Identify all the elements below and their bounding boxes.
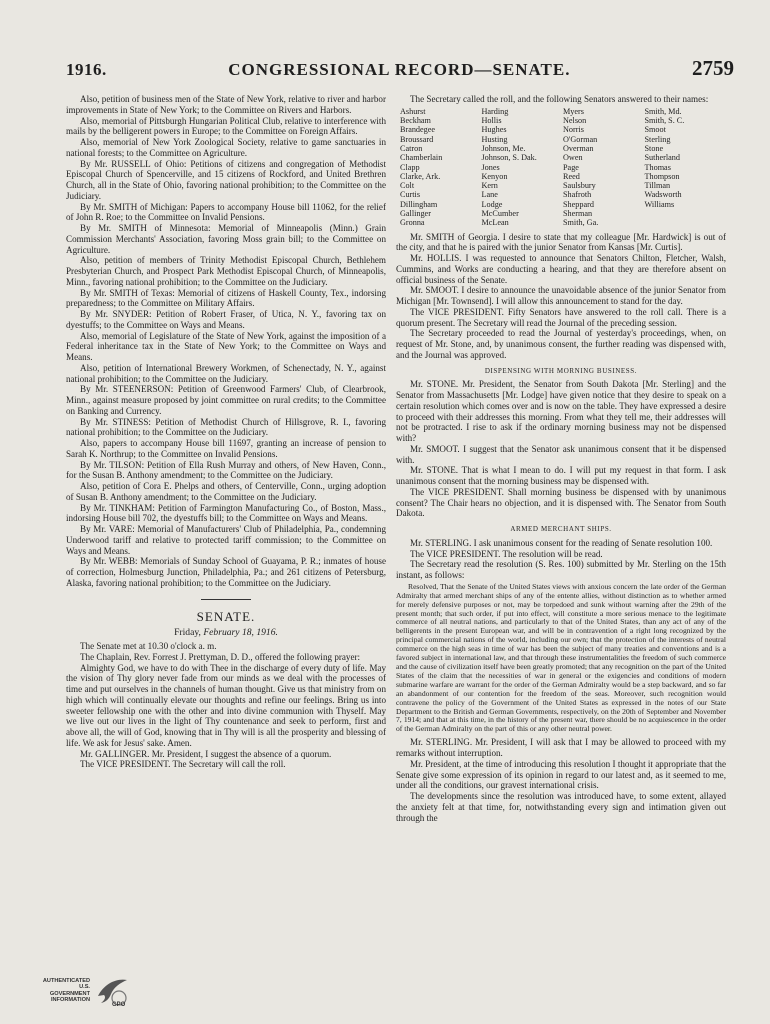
senator-name: Kern [481,181,498,191]
senator-name: Thomas [644,162,671,172]
paragraph: By Mr. SMITH of Michigan: Papers to accompany House bill 11062, for the relief of John R. Roe; to the Committee on Invalid Pensions. [66,201,386,223]
paragraph: By Mr. VARE: Memorial of Manufacturers' Club of Philadelphia, Pa., condemning Underwood tariff and relative to protected tariff commission; to the Committee on Ways and Means. [66,524,386,556]
paragraph: The VICE PRESIDENT. The Secretary will call the roll. [80,759,286,770]
senator-name: Johnson, Me. [481,143,526,153]
heading-dispensing: DISPENSING WITH MORNING BUSINESS. [484,366,638,375]
paragraph: Also, petition of Cora E. Phelps and others, of Centerville, Conn., urging adoption of Susan B. Anthony amendment; to the Committee on the Judiciary. [66,481,386,502]
senator-name: Smith, S. C. [644,116,685,126]
header-title: CONGRESSIONAL RECORD—SENATE. [228,60,571,79]
senator-name: Stone [644,143,664,153]
senator-name: Catron [400,143,423,153]
page-header [66,56,734,86]
paragraph: Almighty God, we have to do with Thee in the discharge of every duty of life. May the vision of Thy glory never fade from our minds as we deal with the processes of time and put ourselves in the channels of human thought. Give us that ministry from on high which will continually elevate our thoughts and refine our feelings. Bring us into sweeter fellowship one with the other and into divine communion with Thyself. May we live out our lives in the light of Thy countenance and seek to perform, first and above all, the will of God, knowing that in Thy will is all the prosperity and blessing of life. We ask for Jesus' sake. Amen. [66,662,386,748]
resolution-text: Resolved, That the Senate of the United States views with anxious concern the late order of the German Admiralty that armed merchant ships of any of the entente allies, without distinction as to whether armed for merely defensive purposes or not, may be torpedoed and sunk without warning after the 29th of the present month; that such order, if put into effect, will constitute a more serious menace to the legitimate commerce of all neutral nations, and particularly to that of the United States, than any act of any of the belligerents in the present European war, and will be in contravention of a right long recognized by the principal commercial nations of the world, including our own; that the protection of the interests of neutral commerce on the high seas in time of war has been the subject of many treaties and conventions and is a favored subject in international law, and that through these instrumentalities the freedom of such commerce and the cause of civilization itself have been greatly promoted; that any recognition on the part of the United States of the claim that the necessities of war in general or the exigencies and conditions of modern submarine warfare are warrant for the order of the German Admiralty would be a step backward, and so far an abandonment of our contention for the freedom of the seas. Moreover, such recognition would contravene the policy of the Government of the United States as expressed in the notes of our State Department to the British and German Governments, respectively, on the 20th of September and November 7, 1914; and that at this time, in the history of the present war, there should be no acquiescence in the order of the German Admiralty on the part of this or any other neutral power. [396,581,726,734]
paragraph: Mr. President, at the time of introducing this resolution I thought it appropriate that the Senate give some expression of its opinion in regard to our latest and, as it seemed to me, under all the conditions, our gravest international crisis. [396,758,726,791]
paragraph: By Mr. SNYDER: Petition of Robert Fraser, of Utica, N. Y., favoring tax on dyestuffs; to the Committee on Ways and Means. [66,309,386,330]
senator-name: McLean [481,218,509,228]
senator-name: Chamberlain [400,153,443,163]
paragraph: The Secretary read the resolution (S. Res. 100) submitted by Mr. Sterling on the 15th instant, as follows: [396,559,726,581]
paragraph: Mr. HOLLIS. I was requested to announce that Senators Chilton, Fletcher, Walsh, Cummins, and Works are conducting a hearing, and that they are therefore absent on official business of the Senate. [396,253,726,285]
senator-name: Lane [481,190,498,200]
senator-name: Smoot [644,125,666,135]
senator-name: Smith, Ga. [563,218,599,228]
senator-name: Page [563,162,579,172]
paragraph: Mr. STONE. That is what I mean to do. I will put my request in that form. I ask unanimous consent that the morning business may be dispensed with. [396,465,726,487]
paragraph: By Mr. RUSSELL of Ohio: Petitions of citizens and congregation of Methodist Episcopal Church of Spencerville, and 15 citizens of Rockford, and United Brethren Church, all in the State of Ohio, favoring national prohibition; to the Committee on the Judiciary. [66,158,386,201]
right-paragraphs-b [396,379,726,519]
left-paragraphs [66,94,386,589]
right-paragraphs-d [396,737,726,823]
paragraph: The VICE PRESIDENT. The resolution will be read. [410,548,603,559]
senator-name: Tillman [644,181,671,191]
senator-name: Clapp [400,162,420,172]
senator-name: Norris [563,125,584,135]
paragraph: The VICE PRESIDENT. Fifty Senators have answered to the roll call. There is a quorum present. The Secretary will read the Journal of the preceding session. [396,306,726,328]
senator-name: Husting [481,134,508,144]
senator-name: Beckham [400,116,431,126]
senator-name: Gallinger [400,209,431,219]
senator-name: Shafroth [563,190,592,200]
senator-name: Broussard [400,134,434,144]
senator-name: Dillingham [400,199,438,209]
right-column [396,94,726,988]
paragraph: Mr. SMITH of Georgia. I desire to state that my colleague [Mr. Hardwick] is out of the city, and that he is paired with the junior Senator from Kansas [Mr. Curtis]. [396,231,726,253]
paragraph: Also, memorial of Pittsburgh Hungarian Political Club, relative to interference with mails by the belligerent powers in Europe; to the Committee on Foreign Affairs. [66,115,386,137]
paragraph: By Mr. SMITH of Minnesota: Memorial of Minneapolis (Minn.) Grain Commission Merchants' Association, favoring Moss grain bill; to the Committee on Agriculture. [66,223,386,255]
paragraph: The Secretary proceeded to read the Journal of yesterday's proceedings, when, on request of Mr. Stone, and, by unanimous consent, the further reading was dispensed with, and the Journal was approved. [396,328,726,360]
paragraph: Mr. STONE. Mr. President, the Senator from South Dakota [Mr. Sterling] and the Senator from Massachusetts [Mr. Lodge] have given notice that they desire to speak on a certain resolution which comes over and is now on the table. They have expressed a desire to proceed with their addresses this morning. From what they tell me, their addresses will not be protracted. I rise to ask if the ordinary morning business may not be dispensed with? [396,379,726,444]
header-page-number: 2759 [691,56,734,80]
senator-name: Curtis [400,190,421,200]
senator-name: Myers [563,106,584,116]
senator-name: O'Gorman [563,134,598,144]
paragraph: Mr. SMOOT. I desire to announce the unavoidable absence of the junior Senator from Michigan [Mr. Townsend]. I will allow this announcement to stand for the day. [396,285,726,307]
paragraph: Also, papers to accompany House bill 11697, granting an increase of pension to Sarah K. Northrup; to the Committee on Invalid Pensions. [66,438,386,459]
senator-name: McCumber [481,209,519,219]
senator-name: Colt [400,181,415,191]
senator-name: Gronna [400,218,425,228]
roll-call-intro: The Secretary called the roll, and the following Senators answered to their names: [410,94,709,104]
session-date-italic: February 18, 1916. [203,627,278,639]
senator-name: Sherman [563,209,593,219]
senator-name: Brandegee [400,125,436,135]
senator-name: Nelson [563,116,587,126]
senator-name: Williams [644,199,675,209]
paragraph: By Mr. TILSON: Petition of Ella Rush Murray and others, of New Haven, Conn., for the Susan B. Anthony amendment; to the Committee on the Judiciary. [66,459,386,481]
paragraph: By Mr. STINESS: Petition of Methodist Church of Hillsgrove, R. I., favoring national prohibition; to the Committee on the Judiciary. [66,416,386,438]
paragraph: By Mr. SMITH of Texas: Memorial of citizens of Haskell County, Tex., indorsing preparedness; to the Committee on Military Affairs. [66,287,386,309]
senator-name: Overman [563,143,594,153]
right-paragraphs-a [396,232,726,361]
left-column [66,94,386,988]
paragraph: The VICE PRESIDENT. Shall morning business be dispensed with by unanimous consent? The Chair hears no objection, and it is dispensed with. The Senator from South Dakota. [396,486,726,519]
paragraph: Mr. STERLING. I ask unanimous consent for the reading of Senate resolution 100. [410,537,713,548]
right-paragraphs-c [396,538,726,581]
session-date-prefix: Friday, [174,627,204,639]
gpo-authenticated-logo [40,972,136,1016]
session-date [66,628,386,639]
senator-name: Harding [481,106,509,116]
paragraph: Also, petition of members of Trinity Methodist Episcopal Church, Bethlehem Presbyterian Church, and Prospect Park Methodist Episcopal Church, of Minneapolis, Minn., favoring national prohibition; to the Committee on the Judiciary. [66,255,386,287]
paragraph: By Mr. STEENERSON: Petition of Greenwood Farmers' Club, of Clearbrook, Minn., against measure proposed by joint committee on rural credits; to the Committee on Banking and Currency. [66,384,386,416]
senator-name: Johnson, S. Dak. [481,153,537,163]
senator-name: Wadsworth [644,190,682,200]
senator-name: Sheppard [563,199,594,209]
senator-name: Hollis [481,116,502,126]
paragraph: The Senate met at 10.30 o'clock a. m. [80,641,217,651]
heading-armed-ships: ARMED MERCHANT SHIPS. [510,525,612,534]
section-divider [201,599,251,600]
senator-name: Sutherland [644,153,680,163]
senator-name: Jones [481,162,500,172]
senator-names-list [396,107,726,228]
paragraph: By Mr. WEBB: Memorials of Sunday School of Guayama, P. R.; inmates of house of correction, Holmesburg Junction, Philadelphia, Pa.; and 261 citizens of Petersburg, Alaska, favoring national prohibition; to the Committee on the Judiciary. [66,556,386,588]
senator-name: Clarke, Ark. [400,171,441,181]
paragraph: By Mr. TINKHAM: Petition of Farmington Manufacturing Co., of Boston, Mass., indorsing House bill 702, the dyestuffs bill; to the Committee on Ways and Means. [66,502,386,524]
senator-name: Ashurst [400,106,426,116]
paragraph: The Chaplain, Rev. Forrest J. Prettyman, D. D., offered the following prayer: [80,651,361,662]
header-year: 1916. [66,60,107,79]
senator-name: Hughes [481,125,507,135]
senator-name [645,218,727,227]
senator-name: Saulsbury [563,181,596,191]
paragraph: Mr. SMOOT. I suggest that the Senator ask unanimous consent that it be dispensed with. [396,443,726,465]
senator-name: Reed [563,171,580,181]
left-after-paragraphs [66,641,386,770]
paragraph: Also, memorial of Legislature of the State of New York, against the imposition of a Federal inheritance tax in the State of New York; to the Committee on Ways and Means. [66,330,386,362]
logo-gpo: GPO [112,1002,126,1008]
paragraph: Also, petition of International Brewery Workmen, of Schenectady, N. Y., against national prohibition; to the Committee on the Judiciary. [66,362,386,384]
paragraph: The developments since the resolution was introduced have, to some extent, allayed the anxiety felt at that time, for, notwithstanding every sign and intimation given out through the [396,791,726,823]
senator-name: Thompson [644,171,680,181]
paragraph: Mr. STERLING. Mr. President, I will ask that I may be allowed to proceed with my remarks without interruption. [396,737,726,759]
paragraph: Also, petition of business men of the State of New York, relative to river and harbor improvements in State of New York; to the Committee on Rivers and Harbors. [66,94,386,115]
paragraph: Mr. GALLINGER. Mr. President, I suggest the absence of a quorum. [80,748,332,759]
senator-name: Sterling [644,134,671,144]
senator-name: Smith, Md. [644,106,682,116]
senate-heading: SENATE. [196,608,256,624]
senator-name: Kenyon [481,171,508,181]
senator-name [645,209,727,218]
senator-name: Owen [563,153,583,163]
senator-name: Lodge [481,199,503,209]
logo-text: AUTHENTICATED U.S. GOVERNMENT INFORMATION [42,978,90,1004]
paragraph: Also, memorial of New York Zoological Society, relative to game sanctuaries in national forests; to the Committee on Agriculture. [66,137,386,158]
